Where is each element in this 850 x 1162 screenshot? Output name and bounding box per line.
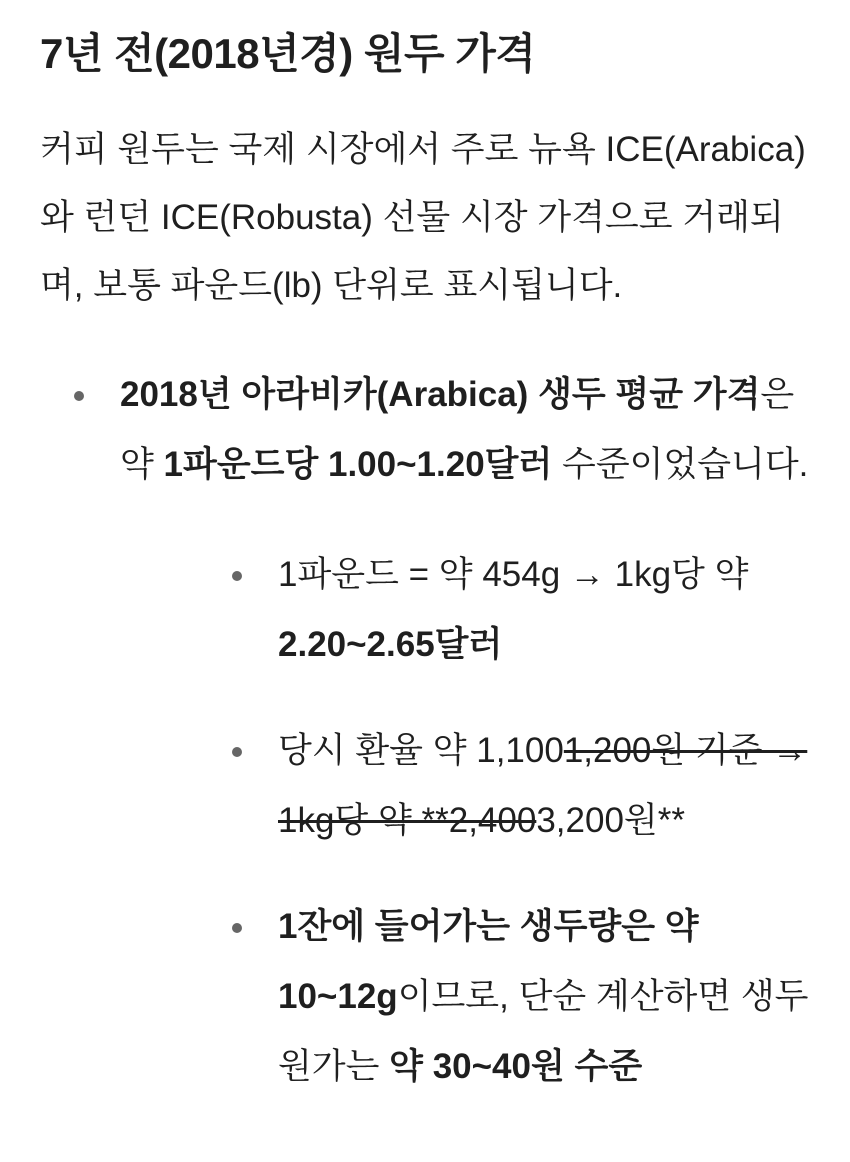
list-item-exchange-rate xyxy=(120,716,810,856)
text: 수준이었습니다. xyxy=(552,445,809,484)
text: 1파운드 = 약 454g → 1kg당 약 xyxy=(278,555,749,594)
text: 은 약 xyxy=(120,375,795,484)
bold-text: 1파운드당 1.00~1.20달러 xyxy=(163,445,553,484)
page-title: 7년 전(2018년경) 원두 가격 xyxy=(40,30,536,77)
intro-paragraph: 커피 원두는 국제 시장에서 주로 뉴욕 ICE(Arabica)와 런던 ICE(Robusta) 선물 시장 가격으로 거래되며, 보통 파운드(lb) 단위로 표시됩니다. xyxy=(40,130,806,305)
strikethrough-text: 1,200원 기준 → 1kg당 약 **2,400 xyxy=(278,731,808,840)
list-item-per-kg xyxy=(120,540,810,680)
bullet-icon xyxy=(74,391,84,401)
text: 당시 환율 약 1,100 xyxy=(278,731,564,770)
list-item-per-cup xyxy=(120,892,810,1102)
main-list xyxy=(40,360,810,1102)
bold-text: 2.20~2.65달러 xyxy=(278,625,503,664)
bullet-icon xyxy=(232,923,242,933)
sub-list xyxy=(120,540,810,1102)
bold-text: 2018년 아라비카(Arabica) 생두 평균 가격 xyxy=(120,375,761,414)
bullet-icon xyxy=(232,747,242,757)
bullet-icon xyxy=(232,571,242,581)
bold-text: 1잔에 들어가는 생두량은 약 10~12g xyxy=(278,907,699,1016)
bold-text: 약 30~40원 수준 xyxy=(389,1047,643,1086)
list-item-arabica-price xyxy=(40,360,810,1102)
text: 3,200원** xyxy=(536,801,685,840)
text: 이므로, 단순 계산하면 생두 원가는 xyxy=(278,977,809,1086)
